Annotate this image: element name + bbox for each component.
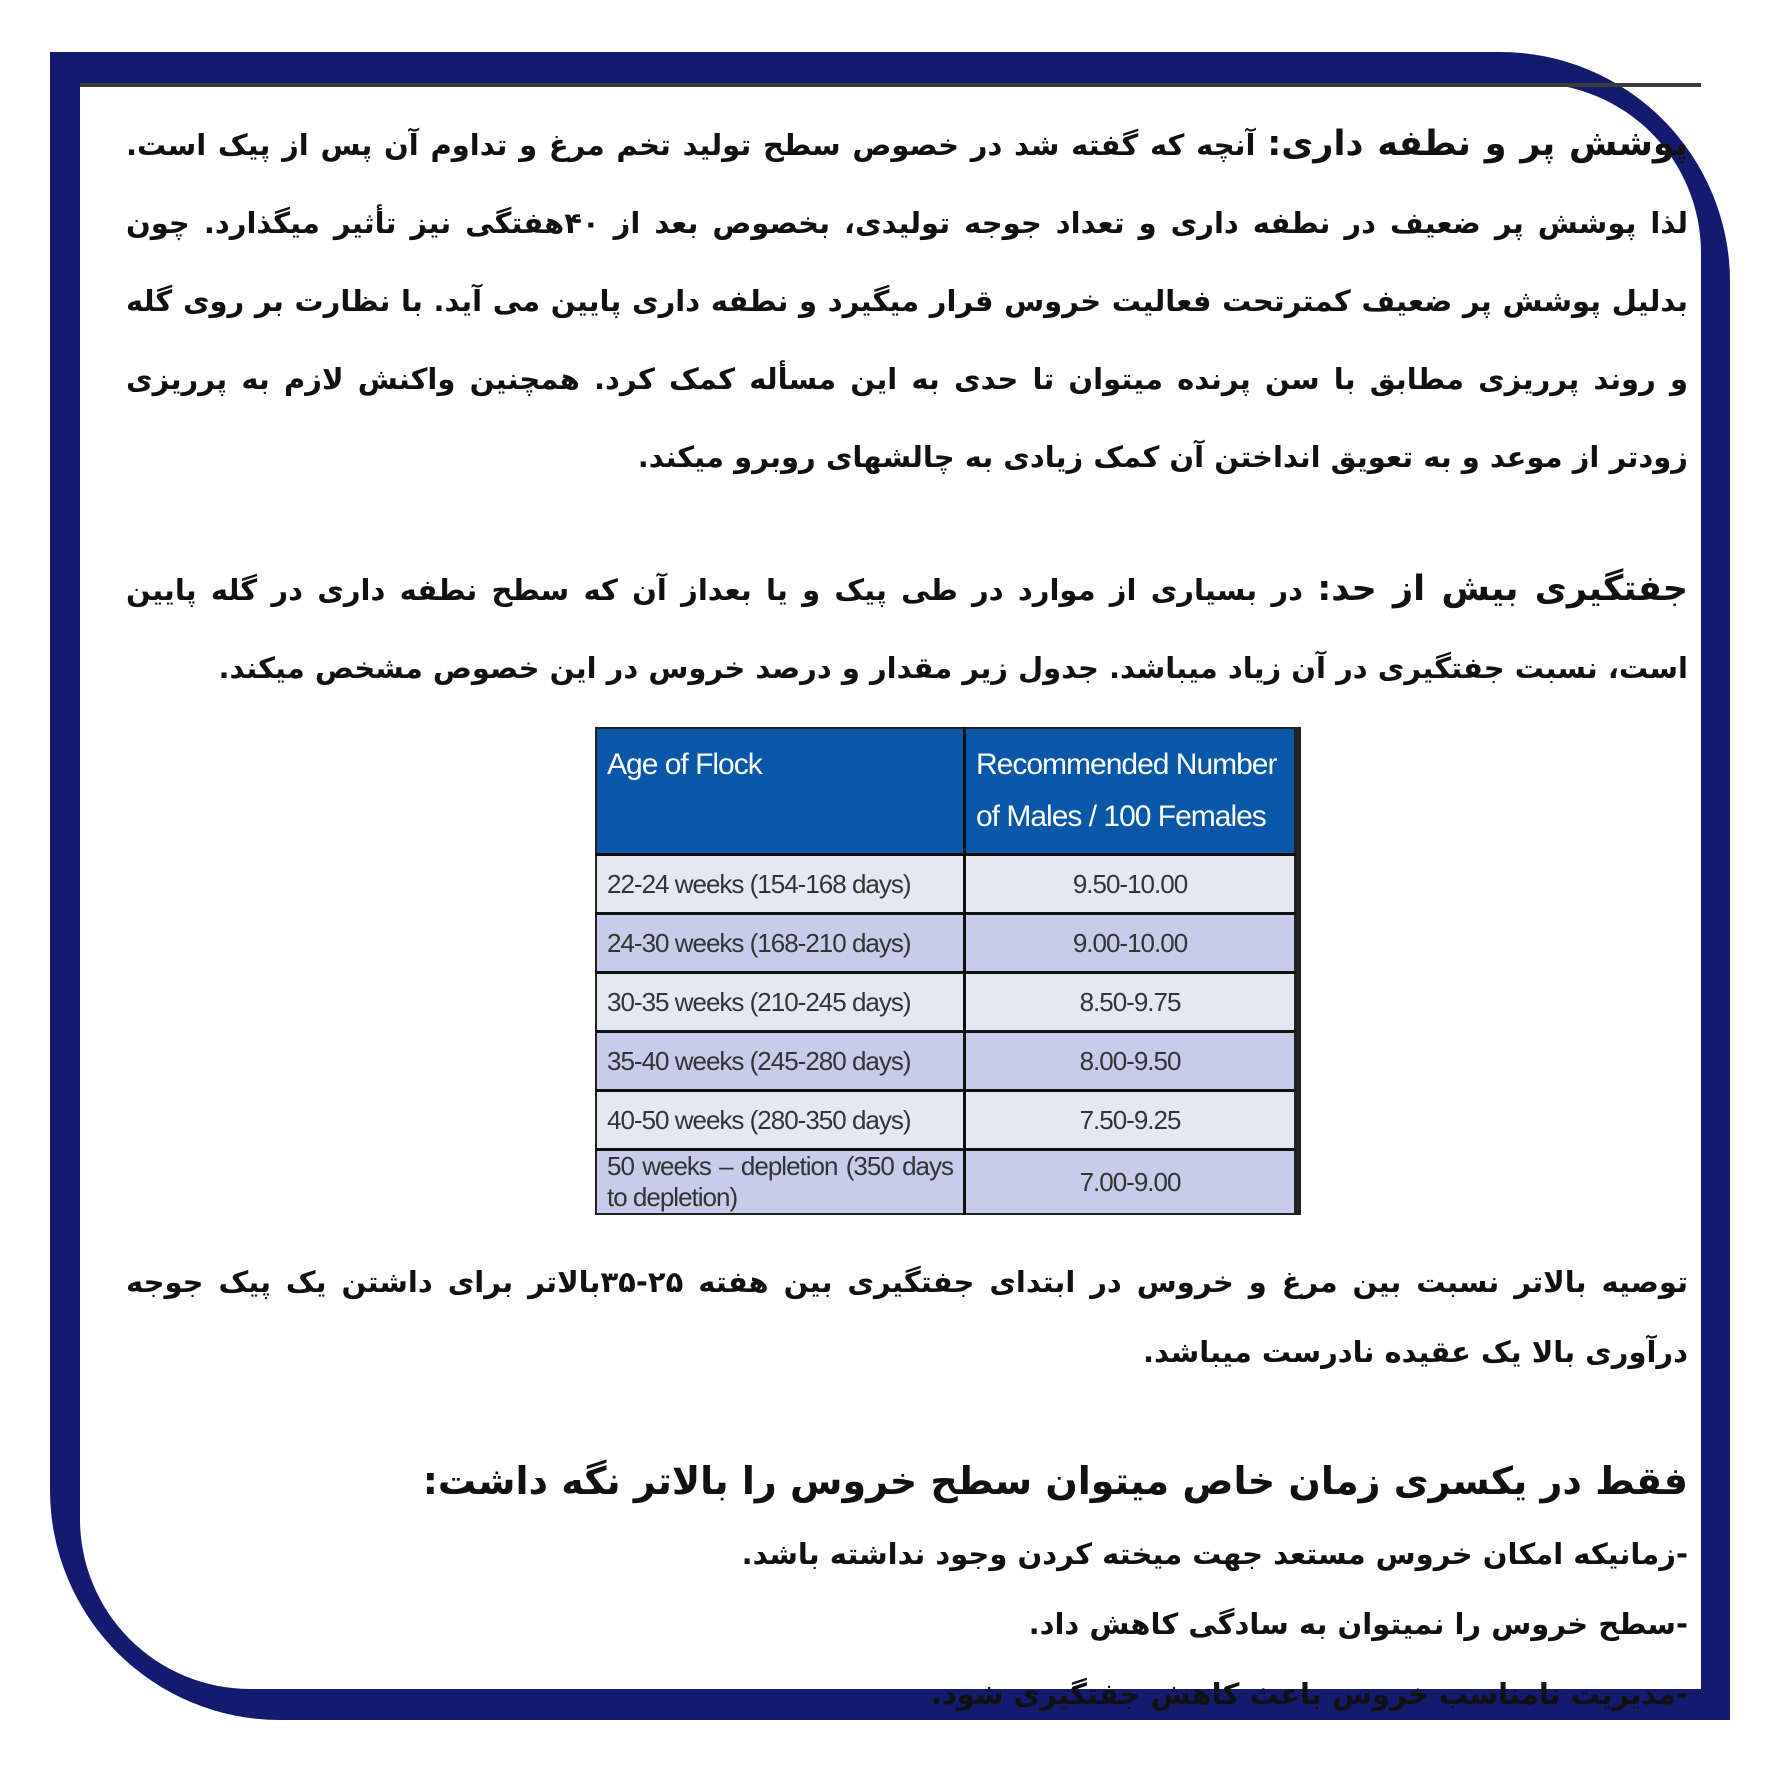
paragraph-feather-fertility [126,105,1688,496]
cell-males: 7.00-9.00 [965,1150,1296,1215]
male-ratio-table [595,727,1296,1215]
paragraph-text: آنچه که گفته شد در خصوص سطح تولید تخم مرغ و تداوم آن پس از پیک است. لذا پوشش پر ضعیف در نطفه داری و تعداد جوجه تولیدی، بخصوص بعد از ۴۰هفتگی نیز تأثیر میگذارد. چون بدلیل پوشش پر ضعیف کمترتحت فعالیت خروس قرار میگیرد و نطفه داری پایین می آید. با نظارت بر روی گله و روند پرریزی مطابق با سن پرنده میتوان تا حدی به این مسأله کمک کرد. همچنین واکنش لازم به پرریزی زودتر از موعد و به تعویق انداختن آن کمک زیادی به چالشهای روبرو میکند. [126,128,1688,474]
table-row [596,855,1295,914]
table-row [596,973,1295,1032]
cell-age: 40-50 weeks (280-350 days) [596,1091,965,1150]
document-content [126,105,1688,1729]
header-recommended-males: Recommended Number of Males / 100 Females [965,728,1296,855]
table-row [596,1032,1295,1091]
cell-age: 24-30 weeks (168-210 days) [596,914,965,973]
table-row [596,914,1295,973]
paragraph-lead: پوشش پر و نطفه داری: [1267,124,1689,164]
cell-males: 9.00-10.00 [965,914,1296,973]
cell-age: 30-35 weeks (210-245 days) [596,973,965,1032]
cell-males: 8.00-9.50 [965,1032,1296,1091]
list-item: -مدیریت نامناسب خروس باعث کاهش جفتگیری شود. [930,1677,1688,1711]
cell-age: 22-24 weeks (154-168 days) [596,855,965,914]
table-row [596,1150,1295,1215]
section-heading: فقط در یکسری زمان خاص میتوان سطح خروس را بالاتر نگه داشت: [422,1459,1688,1503]
cell-age: 50 weeks – depletion (350 days to depletion) [596,1150,965,1215]
table-row [596,1091,1295,1150]
note-paragraph: توصیه بالاتر نسبت بین مرغ و خروس در ابتدای جفتگیری بین هفته ۲۵-۳۵بالاتر برای داشتن یک پیک جوجه درآوری بالا یک عقیده نادرست میباشد. [126,1265,1688,1369]
paragraph-over-mating [126,550,1688,707]
top-divider [80,83,1701,87]
document-page [80,83,1701,1711]
list-item: -سطح خروس را نمیتوان به سادگی کاهش داد. [1028,1607,1688,1641]
list-item: -زمانیکه امکان خروس مستعد جهت میخته کردن وجود نداشته باشد. [741,1537,1688,1571]
cell-males: 8.50-9.75 [965,973,1296,1032]
table-header-row [596,728,1295,855]
cell-males: 7.50-9.25 [965,1091,1296,1150]
paragraph-text: در بسیاری از موارد در طی پیک و یا بعداز آن که سطح نطفه داری در گله پایین است، نسبت جفتگیری در آن زیاد میباشد. جدول زیر مقدار و درصد خروس در این خصوص مشخص میکند. [126,573,1688,685]
paragraph-lead: جفتگیری بیش از حد: [1317,569,1688,609]
cell-age: 35-40 weeks (245-280 days) [596,1032,965,1091]
table-container [126,727,1688,1247]
cell-males: 9.50-10.00 [965,855,1296,914]
header-age-of-flock: Age of Flock [596,728,965,855]
